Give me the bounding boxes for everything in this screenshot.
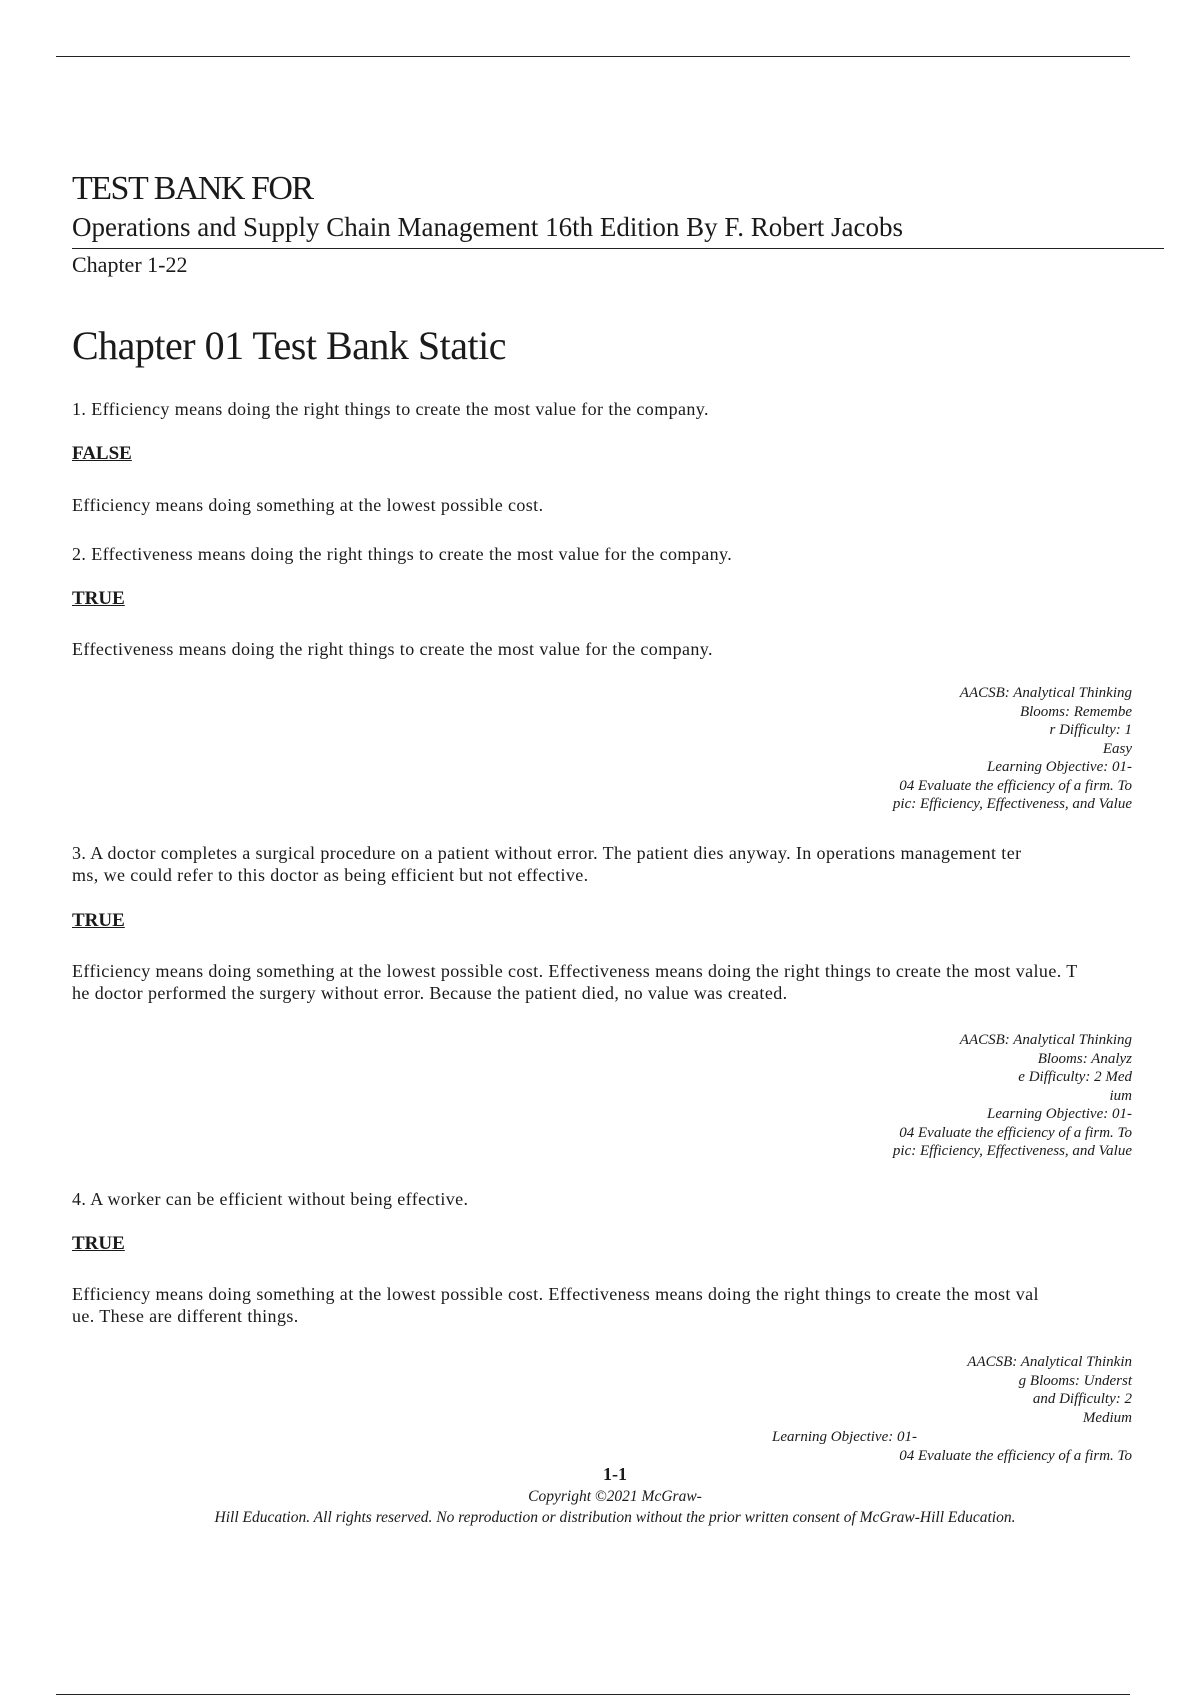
chapter-heading: Chapter 01 Test Bank Static: [72, 323, 506, 368]
meta-line: r Difficulty: 1: [1049, 722, 1132, 738]
page-number: 1-1: [603, 1464, 627, 1484]
meta-line: AACSB: Analytical Thinkin: [967, 1354, 1132, 1370]
copyright-line: Copyright ©2021 McGraw-: [528, 1488, 702, 1505]
question-2-metadata: [893, 684, 1132, 814]
question-2-answer: TRUE: [72, 588, 125, 609]
question-4-text: 4. A worker can be efficient without being effective.: [72, 1189, 469, 1209]
meta-line: Medium: [1082, 1409, 1132, 1426]
document-title: TEST BANK FOR: [72, 170, 313, 207]
question-3-answer: TRUE: [72, 910, 125, 931]
question-4-answer: TRUE: [72, 1233, 125, 1254]
text-line: Efficiency means doing something at the lowest possible cost. Effectiveness means doing the right things to create the most value. T: [72, 961, 1078, 981]
question-4-objective-detail: 04 Evaluate the efficiency of a firm. To: [899, 1448, 1132, 1464]
meta-line: pic: Efficiency, Effectiveness, and Value: [892, 796, 1132, 812]
meta-line: Blooms: Remembe: [1019, 703, 1132, 720]
question-4-learning-objective: Learning Objective: 01-: [772, 1429, 917, 1445]
meta-line: Learning Objective: 01-: [987, 759, 1132, 775]
question-1-text: 1. Efficiency means doing the right things to create the most value for the company.: [72, 399, 709, 419]
meta-line: Learning Objective: 01-: [987, 1106, 1132, 1122]
text-line: 3. A doctor completes a surgical procedure on a patient without error. The patient dies anyway. In operations management ter: [72, 843, 1022, 863]
copyright-line: Hill Education. All rights reserved. No reproduction or distribution without the prior written consent of McGraw-Hill Education.: [214, 1509, 1016, 1526]
meta-line: g Blooms: Underst: [1018, 1372, 1132, 1389]
text-line: he doctor performed the surgery without error. Because the patient died, no value was created.: [72, 983, 788, 1003]
book-title: Operations and Supply Chain Management 16th Edition By F. Robert Jacobs: [72, 212, 903, 242]
text-line: ms, we could refer to this doctor as being efficient but not effective.: [72, 865, 589, 885]
meta-line: Easy: [1102, 740, 1132, 757]
question-3-metadata: [893, 1031, 1132, 1161]
meta-line: 04 Evaluate the efficiency of a firm. To: [899, 777, 1132, 794]
question-2-explanation: Effectiveness means doing the right things to create the most value for the company.: [72, 639, 713, 659]
question-3-explanation: [72, 960, 1078, 1004]
question-2-text: 2. Effectiveness means doing the right things to create the most value for the company.: [72, 544, 733, 564]
meta-line: and Difficulty: 2: [1032, 1391, 1132, 1407]
question-4-metadata: [967, 1353, 1132, 1427]
question-4-explanation: [72, 1283, 1039, 1327]
meta-line: Blooms: Analyz: [1037, 1050, 1132, 1067]
chapter-range: Chapter 1-22: [72, 252, 188, 277]
text-line: ue. These are different things.: [72, 1306, 299, 1326]
bottom-rule: [56, 1694, 1130, 1695]
meta-line: AACSB: Analytical Thinking: [959, 685, 1132, 701]
meta-line: AACSB: Analytical Thinking: [959, 1032, 1132, 1048]
copyright-notice: [0, 1486, 1200, 1528]
meta-line: e Difficulty: 2 Med: [1018, 1069, 1132, 1085]
meta-line: 04 Evaluate the efficiency of a firm. To: [899, 1124, 1132, 1141]
question-1-answer: FALSE: [72, 443, 132, 464]
meta-line: ium: [1109, 1087, 1132, 1104]
top-rule: [56, 56, 1130, 57]
question-3-text: [72, 842, 1022, 886]
question-1-explanation: Efficiency means doing something at the lowest possible cost.: [72, 495, 544, 515]
meta-line: pic: Efficiency, Effectiveness, and Value: [892, 1143, 1132, 1159]
subtitle-rule: [72, 248, 1164, 249]
text-line: Efficiency means doing something at the lowest possible cost. Effectiveness means doing the right things to create the most val: [72, 1284, 1039, 1304]
